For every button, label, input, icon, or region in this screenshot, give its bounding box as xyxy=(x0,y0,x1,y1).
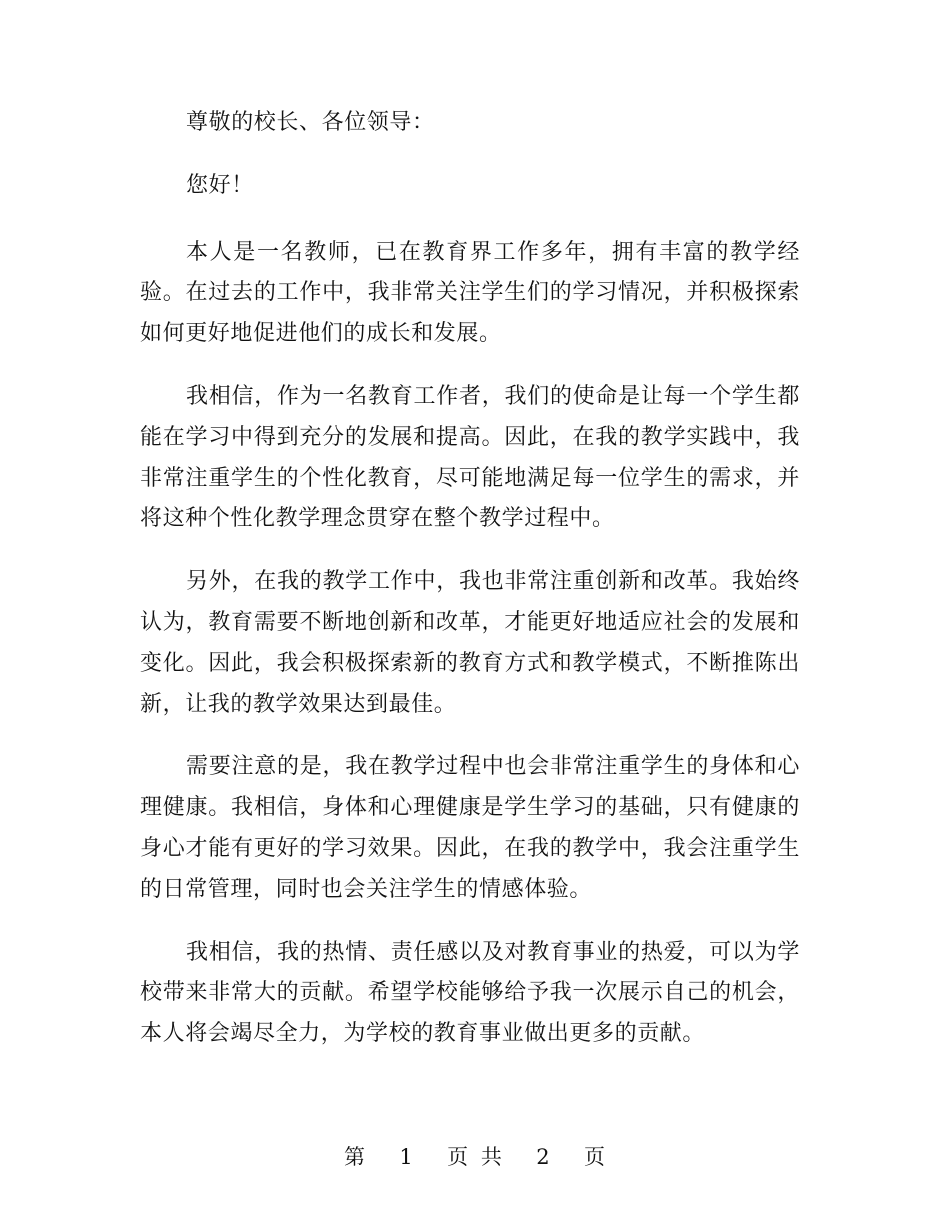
paragraph-3: 另外，在我的教学工作中，我也非常注重创新和改革。我始终认为，教育需要不断地创新和改革，才能更好地适应社会的发展和变化。因此，我会积极探索新的教育方式和教学模式，不断推陈出新，让我的教学效果达到最佳。 xyxy=(140,569,800,717)
page-total: 2 xyxy=(536,1145,551,1169)
page-prefix: 第 xyxy=(344,1145,367,1169)
paragraph-5: 我相信，我的热情、责任感以及对教育事业的热爱，可以为学校带来非常大的贡献。希望学校能够给予我一次展示自己的机会，本人将会竭尽全力，为学校的教育事业做出更多的贡献。 xyxy=(140,939,800,1047)
page-number-footer xyxy=(0,1141,950,1171)
letter-body xyxy=(140,103,800,1077)
paragraph-4: 需要注意的是，我在教学过程中也会非常注重学生的身体和心理健康。我相信，身体和心理健康是学生学习的基础，只有健康的身心才能有更好的学习效果。因此，在我的教学中，我会注重学生的日常管理，同时也会关注学生的情感体验。 xyxy=(140,754,800,902)
greeting: 您好！ xyxy=(186,172,254,198)
paragraph-1: 本人是一名教师，已在教育界工作多年，拥有丰富的教学经验。在过去的工作中，我非常关注学生们的学习情况，并积极探索如何更好地促进他们的成长和发展。 xyxy=(140,239,800,347)
page-mid: 页 共 xyxy=(447,1145,503,1169)
page-current: 1 xyxy=(399,1145,414,1169)
salutation: 尊敬的校长、各位领导： xyxy=(186,110,435,135)
page-suffix: 页 xyxy=(583,1145,606,1169)
paragraph-2: 我相信，作为一名教育工作者，我们的使命是让每一个学生都能在学习中得到充分的发展和提高。因此，在我的教学实践中，我非常注重学生的个性化教育，尽可能地满足每一位学生的需求，并将这种个性化教学理念贯穿在整个教学过程中。 xyxy=(140,383,800,532)
